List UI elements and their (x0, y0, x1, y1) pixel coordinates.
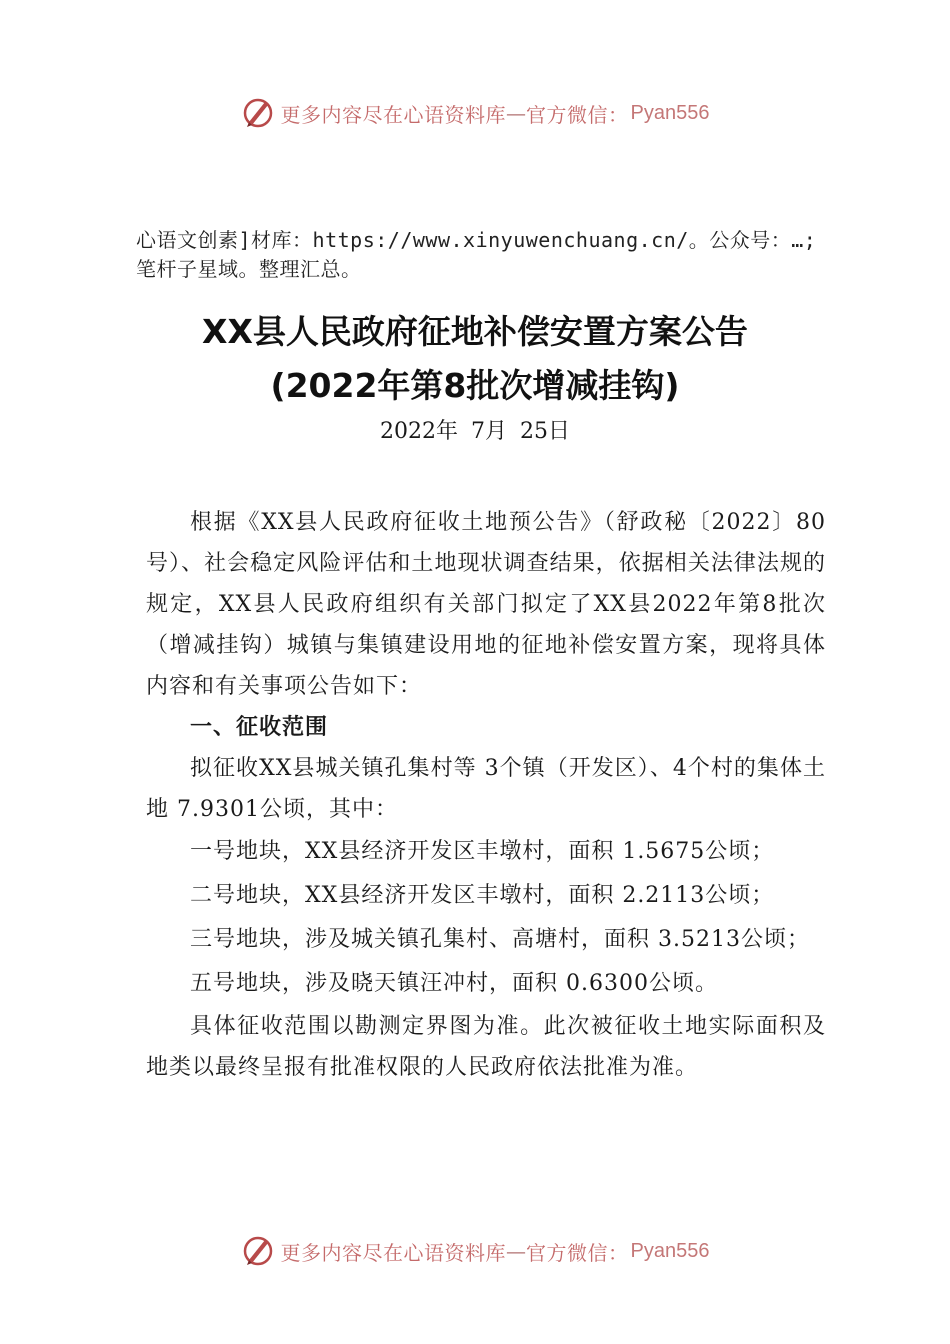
footer-watermark (0, 1234, 950, 1268)
watermark-separator: — (506, 1239, 527, 1263)
watermark-separator: — (506, 101, 527, 125)
source-note: 心语文创素]材库：https://www.xinyuwenchuang.cn/。公众号：…;笔杆子星域。整理汇总。 (136, 228, 817, 281)
document-body (146, 502, 826, 1088)
pen-logo-icon (241, 1234, 275, 1268)
document-title: XX县人民政府征地补偿安置方案公告 (202, 312, 748, 351)
watermark-wechat-id: Pyan556 (630, 101, 710, 124)
watermark-text: 更多内容尽在心语资料库 (280, 102, 507, 127)
intro-paragraph: 根据《XX县人民政府征收土地预公告》（舒政秘〔2022〕80号）、社会稳定风险评估和土地现状调查结果，依据相关法律法规的规定，XX县人民政府组织有关部门拟定了XX县2022年第8批次（增减挂钩）城镇与集镇建设用地的征地补偿安置方案，现将具体内容和有关事项公告如下： (146, 510, 826, 699)
plot-item-2: 二号地块，XX县经济开发区丰墩村，面积 2.2113公顷； (190, 883, 775, 908)
section-summary: 拟征收XX县城关镇孔集村等 3个镇（开发区）、4个村的集体土地 7.9301公顷，其中： (146, 756, 826, 822)
section-heading: 一、征收范围 (190, 715, 329, 740)
plot-item-1: 一号地块，XX县经济开发区丰墩村，面积 1.5675公顷； (190, 839, 775, 864)
watermark-wechat-label: 官方微信： (526, 1240, 629, 1265)
pen-logo-icon (241, 96, 275, 130)
plot-item-3: 三号地块，涉及城关镇孔集村、高塘村，面积 3.5213公顷； (190, 927, 810, 952)
section-note: 具体征收范围以勘测定界图为准。此次被征收土地实际面积及地类以最终呈报有批准权限的人民政府依法批准为准。 (146, 1014, 826, 1080)
watermark-text: 更多内容尽在心语资料库 (280, 1240, 507, 1265)
watermark-wechat-label: 官方微信： (526, 102, 629, 127)
plot-item-5: 五号地块，涉及晓天镇汪冲村，面积 0.6300公顷。 (190, 971, 718, 996)
watermark-wechat-id: Pyan556 (630, 1239, 710, 1262)
document-subtitle: (2022年第8批次增减挂钩) (270, 366, 680, 405)
header-watermark (0, 96, 950, 130)
document-date: 2022年 7月 25日 (380, 419, 570, 444)
